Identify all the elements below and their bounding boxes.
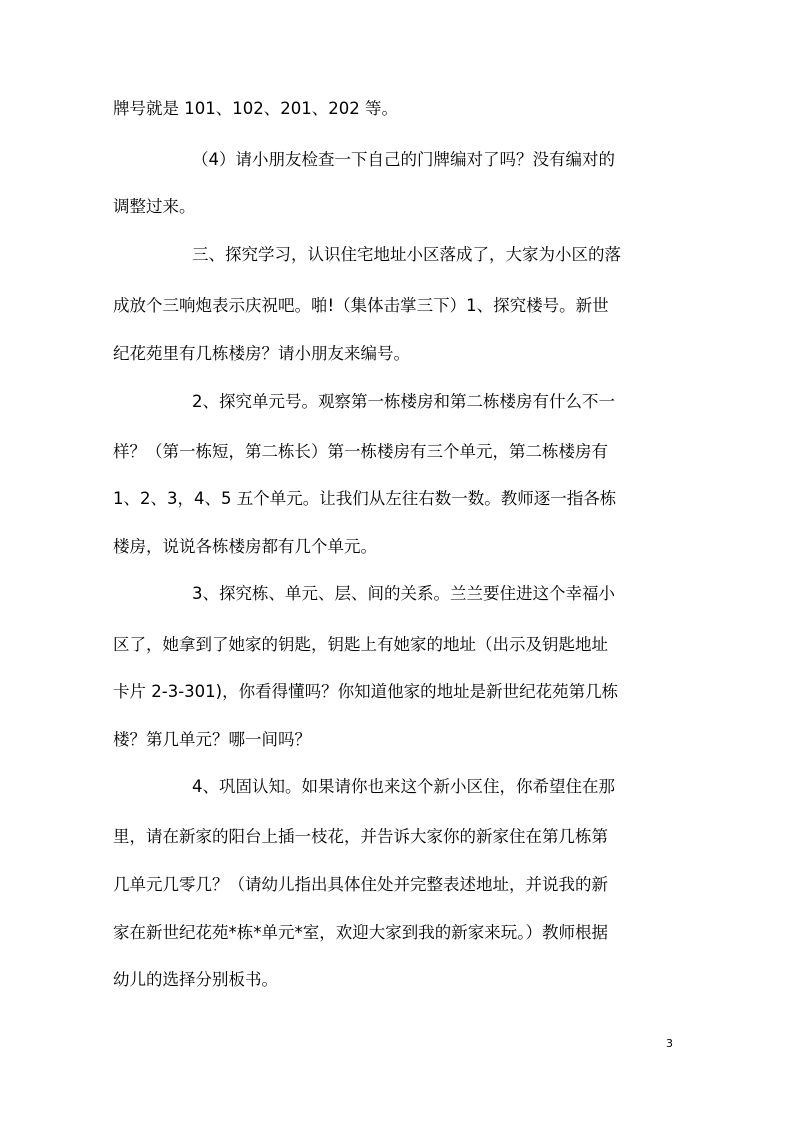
text-line: 1、2、3，4、5 五个单元。让我们从左往右数一数。教师逐一指各栋 xyxy=(113,489,617,508)
text-line: 楼房，说说各栋楼房都有几个单元。 xyxy=(113,537,377,556)
text-line: 成放个三响炮表示庆祝吧。啪!（集体击掌三下）1、探究楼号。新世 xyxy=(113,296,609,315)
text-line: 里，请在新家的阳台上插一枝花，并告诉大家你的新家住在第几栋第 xyxy=(113,827,608,846)
text-line: 调整过来。 xyxy=(113,197,196,216)
text-line: 牌号就是 101、102、201、202 等。 xyxy=(113,99,398,118)
text-line: 几单元几零几？（请幼儿指出具体住处并完整表述地址，并说我的新 xyxy=(113,875,608,894)
text-line: 幼儿的选择分别板书。 xyxy=(113,970,278,989)
text-line: 纪花苑里有几栋楼房？请小朋友来编号。 xyxy=(113,344,410,363)
text-line: 卡片 2-3-301)，你看得懂吗？你知道他家的地址是新世纪花苑第几栋 xyxy=(113,682,619,701)
text-line: 区了，她拿到了她家的钥匙，钥匙上有她家的地址（出示及钥匙地址 xyxy=(113,635,608,654)
text-line: 楼？第几单元？哪一间吗？ xyxy=(113,730,311,749)
text-line: （4）请小朋友检查一下自己的门牌编对了吗？没有编对的 xyxy=(192,150,615,169)
text-line: 2、探究单元号。观察第一栋楼房和第二栋楼房有什么不一 xyxy=(192,392,615,411)
text-line: 样？（第一栋短，第二栋长）第一栋楼房有三个单元，第二栋楼房有 xyxy=(113,442,608,461)
text-line: 三、探究学习，认识住宅地址小区落成了，大家为小区的落 xyxy=(192,245,621,264)
text-line: 家在新世纪花苑*栋*单元*室，欢迎大家到我的新家来玩。）教师根据 xyxy=(113,923,608,942)
page-number: 3 xyxy=(666,1037,673,1050)
text-line: 4、巩固认知。如果请你也来这个新小区住，你希望住在那 xyxy=(192,777,615,796)
text-line: 3、探究栋、单元、层、间的关系。兰兰要住进这个幸福小 xyxy=(192,584,615,603)
